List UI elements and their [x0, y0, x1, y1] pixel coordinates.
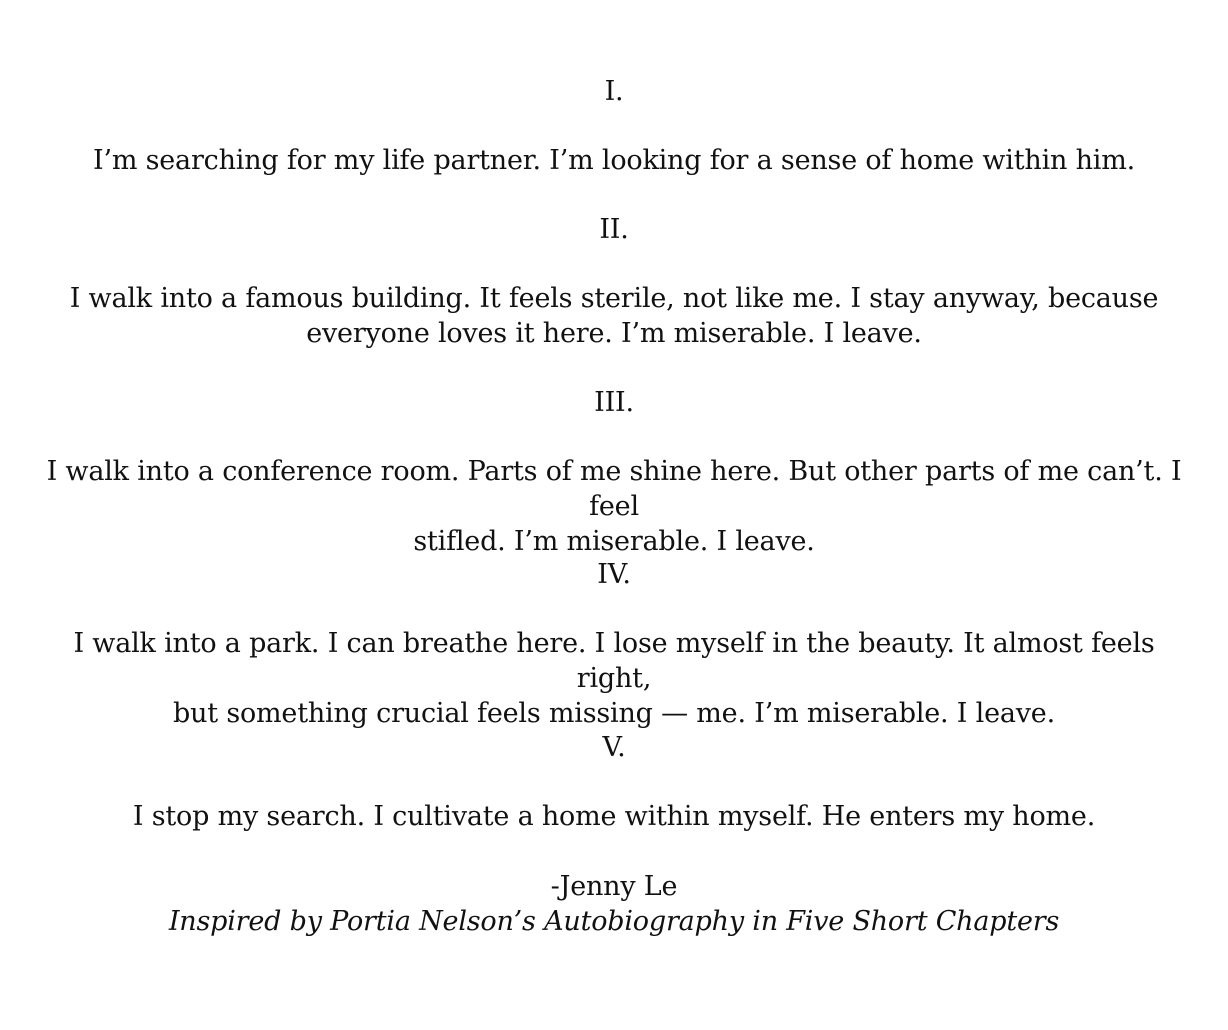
chapter-4-numeral: IV.	[597, 559, 631, 590]
chapter-1-text	[40, 143, 1188, 178]
chapter-2-text	[40, 281, 1188, 351]
chapter-2-line-1: I walk into a famous building. It feels sterile, not like me. I stay anyway, because	[69, 283, 1159, 314]
chapter-3-text	[40, 454, 1188, 559]
chapter-4-line-1: I walk into a park. I can breathe here. I lose myself in the beauty. It almost feels right,	[73, 628, 1155, 694]
chapter-5-numeral: V.	[602, 732, 626, 763]
chapter-3-numeral: III.	[594, 387, 634, 418]
chapter-5-text	[40, 799, 1188, 834]
chapter-3-line-1: I walk into a conference room. Parts of me shine here. But other parts of me can’t. I feel	[46, 456, 1182, 522]
chapter-2-numeral: II.	[599, 214, 629, 245]
chapter-5-line-1: I stop my search. I cultivate a home within myself. He enters my home.	[132, 801, 1096, 832]
signature	[40, 869, 1188, 939]
chapter-1-line-1: I’m searching for my life partner. I’m looking for a sense of home within him.	[92, 145, 1135, 176]
author-name: -Jenny Le	[550, 871, 678, 902]
chapter-4-line-2: but something crucial feels missing — me. I’m miserable. I leave.	[173, 698, 1055, 729]
chapter-3-line-2: stifled. I’m miserable. I leave.	[413, 526, 815, 557]
chapter-1-numeral: I.	[604, 76, 624, 107]
chapter-2-line-2: everyone loves it here. I’m miserable. I leave.	[306, 318, 922, 349]
inspiration-credit: Inspired by Portia Nelson’s Autobiography in Five Short Chapters	[168, 906, 1060, 937]
chapter-4-text	[40, 626, 1188, 731]
